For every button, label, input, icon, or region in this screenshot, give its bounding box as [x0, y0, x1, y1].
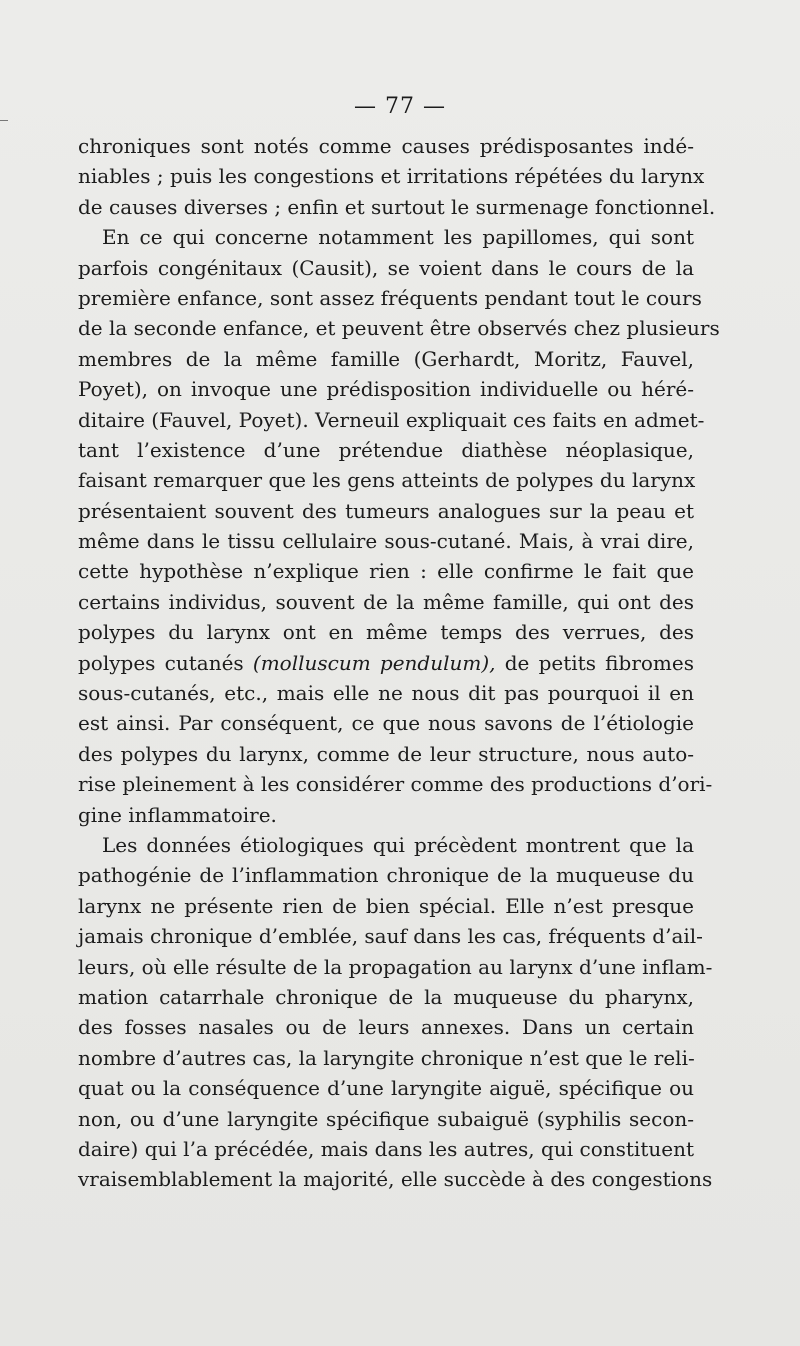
text-line: est ainsi. Par conséquent, ce que nous savons de l’étiologie — [78, 711, 694, 736]
text-line: En ce qui concerne notamment les papillomes, qui sont — [102, 225, 694, 250]
text-line: polypes du larynx ont en même temps des verrues, des — [78, 620, 694, 645]
text-line: nombre d’autres cas, la laryngite chronique n’est que le reli- — [78, 1045, 695, 1070]
text-line: présentaient souvent des tumeurs analogues sur la peau et — [78, 498, 694, 523]
text-line: pathogénie de l’inflammation chronique de la muqueuse du — [78, 863, 694, 888]
text-line: mation catarrhale chronique de la muqueuse du pharynx, — [78, 984, 694, 1009]
text-line: tant l’existence d’une prétendue diathèse néoplasique, — [78, 437, 694, 462]
text-line: Poyet), on invoque une prédisposition individuelle ou héré- — [78, 377, 694, 402]
text-segment: de petits fibromes — [495, 650, 694, 675]
text-line: certains individus, souvent de la même famille, qui ont des — [78, 589, 694, 614]
text-line: chroniques sont notés comme causes prédisposantes indé- — [78, 134, 694, 158]
text-line: de la seconde enfance, et peuvent être observés chez plusieurs — [78, 316, 720, 341]
text-line: parfois congénitaux (Causit), se voient dans le cours de la — [78, 255, 694, 280]
text-line: daire) qui l’a précédée, mais dans les autres, qui constituent — [78, 1136, 694, 1161]
body-text — [78, 131, 720, 1195]
text-line: Les données étiologiques qui précèdent montrent que la — [102, 832, 694, 857]
text-line: gine inflammatoire. — [78, 802, 277, 827]
text-line: non, ou d’une laryngite spécifique subaiguë (syphilis secon- — [78, 1106, 694, 1131]
scan-edge-mark — [0, 120, 8, 121]
text-line: des fosses nasales ou de leurs annexes. Dans un certain — [78, 1015, 694, 1040]
text-line: rise pleinement à les considérer comme des productions d’ori- — [78, 772, 713, 797]
text-line: de causes diverses ; enfin et surtout le surmenage fonctionnel. — [78, 194, 716, 219]
text-line: niables ; puis les congestions et irritations répétées du larynx — [78, 164, 705, 189]
text-line: cette hypothèse n’explique rien : elle confirme le fait que — [78, 559, 694, 584]
text-line: première enfance, sont assez fréquents pendant tout le cours — [78, 285, 702, 310]
text-line: des polypes du larynx, comme de leur structure, nous auto- — [78, 741, 694, 766]
text-segment: polypes cutanés — [78, 650, 253, 675]
page-number: — 77 — — [354, 94, 446, 119]
text-line: ditaire (Fauvel, Poyet). Verneuil expliquait ces faits en admet- — [78, 407, 705, 432]
text-line: même dans le tissu cellulaire sous-cutané. Mais, à vrai dire, — [78, 529, 694, 554]
text-line: faisant remarquer que les gens atteints de polypes du larynx — [78, 468, 696, 493]
text-line: quat ou la conséquence d’une laryngite aiguë, spécifique ou — [78, 1076, 694, 1101]
text-line: vraisemblablement la majorité, elle succède à des congestions — [78, 1167, 713, 1192]
text-line: sous-cutanés, etc., mais elle ne nous dit pas pourquoi il en — [78, 681, 694, 706]
italic-term: (molluscum pendulum), — [252, 650, 496, 675]
text-line: jamais chronique d’emblée, sauf dans les cas, fréquents d’ail- — [78, 924, 703, 949]
text-line: leurs, où elle résulte de la propagation au larynx d’une inflam- — [78, 954, 713, 979]
text-line: membres de la même famille (Gerhardt, Moritz, Fauvel, — [78, 346, 694, 371]
text-line: larynx ne présente rien de bien spécial. Elle n’est presque — [78, 893, 694, 918]
text-line — [78, 648, 694, 678]
